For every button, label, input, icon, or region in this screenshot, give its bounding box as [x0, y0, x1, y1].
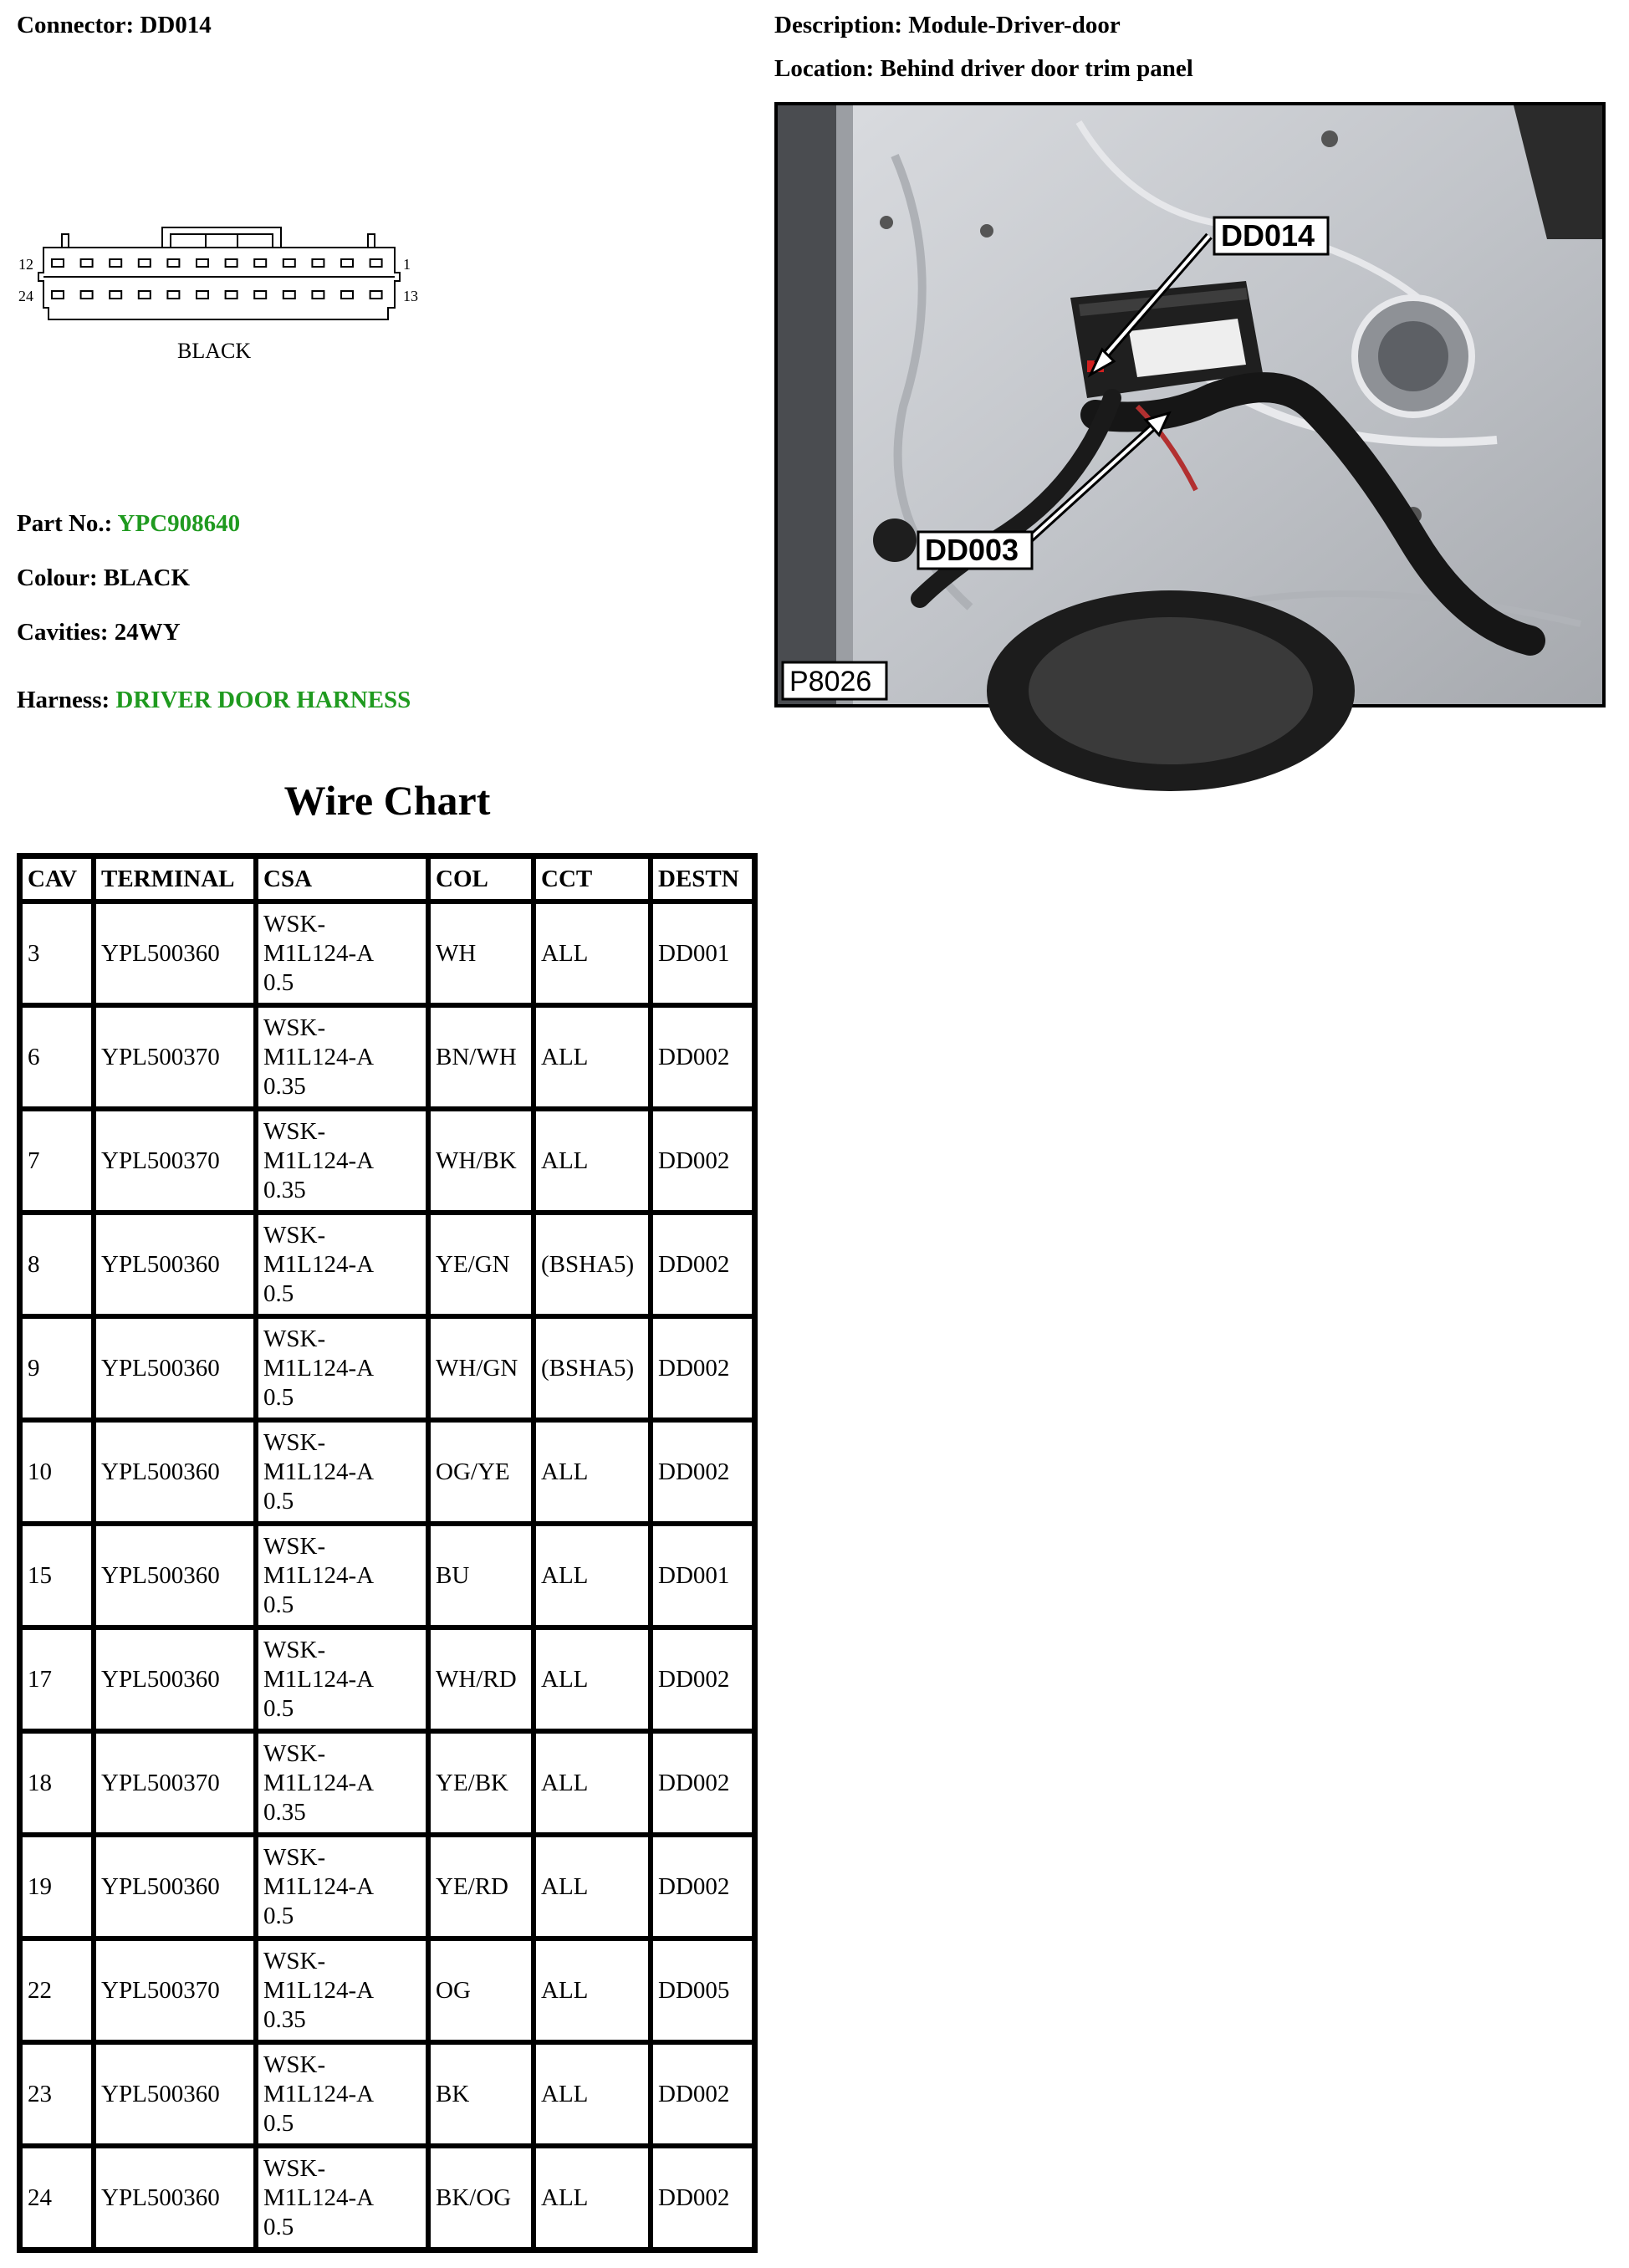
cell-destn: DD002: [651, 1627, 754, 1731]
cell-terminal: YPL500360: [94, 2146, 256, 2250]
cell-cct: ALL: [534, 1420, 651, 1524]
pin-cavity: [81, 259, 93, 267]
cell-cav: 8: [20, 1213, 94, 1316]
csa-line: WSK-: [263, 1843, 326, 1871]
cell-cct: ALL: [534, 1005, 651, 1109]
cell-terminal: YPL500360: [94, 1420, 256, 1524]
cell-cav: 15: [20, 1524, 94, 1627]
cell-col: YE/BK: [428, 1731, 534, 1835]
pin-cavity: [139, 291, 151, 299]
wire-chart-body: [20, 902, 754, 2250]
csa-line: M1L124-A: [263, 1561, 375, 1589]
cell-cct: ALL: [534, 1627, 651, 1731]
csa-line: 0.5: [263, 1383, 294, 1411]
cell-col: YE/GN: [428, 1213, 534, 1316]
csa-line: M1L124-A: [263, 1043, 375, 1070]
connector-line: [17, 12, 212, 39]
photo-reference: P8026: [789, 666, 872, 697]
csa-line: WSK-: [263, 1325, 326, 1352]
csa-line: 0.35: [263, 2005, 306, 2033]
location-photo: [774, 102, 1606, 707]
cell-csa: [256, 1420, 428, 1524]
cell-csa: [256, 1835, 428, 1939]
pin-cavity: [197, 291, 208, 299]
connector-colour-label: BLACK: [177, 339, 252, 363]
cell-cav: 7: [20, 1109, 94, 1213]
door-panel-illustration: [778, 105, 1602, 704]
harness-link[interactable]: DRIVER DOOR HARNESS: [115, 687, 411, 713]
cell-destn: DD002: [651, 1316, 754, 1420]
col-header-csa: CSA: [256, 856, 428, 902]
cell-destn: DD002: [651, 1213, 754, 1316]
cell-cav: 23: [20, 2042, 94, 2146]
harness-line: [17, 687, 411, 714]
cell-terminal: YPL500360: [94, 1627, 256, 1731]
csa-line: 0.5: [263, 1280, 294, 1307]
pin-cavity: [341, 291, 353, 299]
pin-label-12: 12: [18, 256, 33, 273]
cell-terminal: YPL500360: [94, 1524, 256, 1627]
cell-csa: [256, 2042, 428, 2146]
connector-label: Connector:: [17, 12, 135, 38]
col-header-terminal: TERMINAL: [94, 856, 256, 902]
csa-line: WSK-: [263, 1739, 326, 1767]
pin-cavity: [226, 259, 237, 267]
pin-cavity: [52, 291, 64, 299]
harness-label: Harness:: [17, 687, 110, 713]
cell-destn: DD001: [651, 902, 754, 1005]
description-value: Module-Driver-door: [908, 12, 1121, 38]
cell-cav: 19: [20, 1835, 94, 1939]
cell-cav: 18: [20, 1731, 94, 1835]
cell-cct: ALL: [534, 902, 651, 1005]
pin-cavity: [197, 259, 208, 267]
cell-terminal: YPL500360: [94, 2042, 256, 2146]
pin-label-24: 24: [18, 288, 33, 304]
cell-cav: 3: [20, 902, 94, 1005]
cell-cct: (BSHA5): [534, 1316, 651, 1420]
cell-col: BK: [428, 2042, 534, 2146]
cell-col: YE/RD: [428, 1835, 534, 1939]
cell-cav: 24: [20, 2146, 94, 2250]
connector-face-diagram: [18, 216, 442, 383]
csa-line: M1L124-A: [263, 939, 375, 967]
colour-line: [17, 564, 190, 592]
cell-csa: [256, 1005, 428, 1109]
pin-cavity: [370, 259, 382, 267]
pin-cavity: [312, 259, 324, 267]
csa-line: WSK-: [263, 1636, 326, 1663]
pin-cavity: [110, 259, 121, 267]
col-header-cct: CCT: [534, 856, 651, 902]
csa-line: 0.5: [263, 1487, 294, 1515]
wire-chart-row: [20, 1316, 754, 1420]
csa-line: M1L124-A: [263, 2184, 375, 2211]
csa-line: 0.5: [263, 2109, 294, 2137]
colour-label: Colour:: [17, 564, 98, 591]
location-line: [774, 55, 1193, 83]
cell-terminal: YPL500360: [94, 902, 256, 1005]
csa-line: M1L124-A: [263, 1872, 375, 1900]
location-label: Location:: [774, 55, 875, 82]
wire-chart-row: [20, 1213, 754, 1316]
csa-line: 0.5: [263, 1694, 294, 1722]
cell-col: OG: [428, 1939, 534, 2042]
cavities-value: 24WY: [114, 619, 181, 646]
cavities-line: [17, 619, 181, 646]
cell-terminal: YPL500360: [94, 1213, 256, 1316]
pin-cavity: [110, 291, 121, 299]
description-line: [774, 12, 1121, 39]
pin-cavity: [341, 259, 353, 267]
csa-line: WSK-: [263, 2051, 326, 2078]
cell-col: OG/YE: [428, 1420, 534, 1524]
wire-chart-header-row: [20, 856, 754, 902]
cell-destn: DD002: [651, 1731, 754, 1835]
csa-line: WSK-: [263, 1117, 326, 1145]
pin-cavity: [81, 291, 93, 299]
cell-col: BU: [428, 1524, 534, 1627]
csa-line: WSK-: [263, 1428, 326, 1456]
pin-label-1: 1: [403, 256, 411, 273]
cell-csa: [256, 1213, 428, 1316]
csa-line: 0.5: [263, 2213, 294, 2240]
csa-line: 0.35: [263, 1798, 306, 1826]
location-value: Behind driver door trim panel: [880, 55, 1193, 82]
cell-terminal: YPL500360: [94, 1835, 256, 1939]
colour-value: BLACK: [103, 564, 191, 591]
csa-line: 0.5: [263, 968, 294, 996]
cell-destn: DD005: [651, 1939, 754, 2042]
wire-chart-table: [17, 853, 758, 2253]
part-number-label: Part No.:: [17, 510, 113, 537]
col-header-cav: CAV: [20, 856, 94, 902]
cell-csa: [256, 1939, 428, 2042]
cell-cav: 6: [20, 1005, 94, 1109]
cell-terminal: YPL500370: [94, 1731, 256, 1835]
csa-line: M1L124-A: [263, 1665, 375, 1693]
cell-col: BK/OG: [428, 2146, 534, 2250]
csa-line: 0.35: [263, 1072, 306, 1100]
pin-label-13: 13: [403, 288, 418, 304]
csa-line: WSK-: [263, 910, 326, 937]
cell-cct: ALL: [534, 1939, 651, 2042]
cell-csa: [256, 902, 428, 1005]
csa-line: 0.5: [263, 1902, 294, 1929]
pin-cavity: [312, 291, 324, 299]
cell-col: WH/BK: [428, 1109, 534, 1213]
cell-cct: (BSHA5): [534, 1213, 651, 1316]
cell-destn: DD002: [651, 1005, 754, 1109]
csa-line: WSK-: [263, 2154, 326, 2182]
cell-cav: 22: [20, 1939, 94, 2042]
wire-chart-row: [20, 1731, 754, 1835]
cell-cav: 9: [20, 1316, 94, 1420]
cell-csa: [256, 1627, 428, 1731]
cell-col: WH/GN: [428, 1316, 534, 1420]
wire-chart-row: [20, 1835, 754, 1939]
wire-chart-title: Wire Chart: [283, 777, 491, 824]
cell-cct: ALL: [534, 1731, 651, 1835]
cell-csa: [256, 1109, 428, 1213]
part-number-link[interactable]: YPC908640: [117, 510, 241, 537]
cell-destn: DD001: [651, 1524, 754, 1627]
cell-destn: DD002: [651, 2042, 754, 2146]
pin-cavity: [52, 259, 64, 267]
wire-chart-row: [20, 1420, 754, 1524]
cavities-label: Cavities:: [17, 619, 109, 646]
callout-dd014: DD014: [1221, 218, 1315, 253]
wire-chart-row: [20, 1005, 754, 1109]
cell-terminal: YPL500360: [94, 1316, 256, 1420]
pin-cavity: [167, 291, 179, 299]
wire-chart-row: [20, 1524, 754, 1627]
cell-terminal: YPL500370: [94, 1939, 256, 2042]
pin-cavity: [254, 259, 266, 267]
wire-chart-row: [20, 1109, 754, 1213]
description-label: Description:: [774, 12, 903, 38]
wire-chart-row: [20, 2042, 754, 2146]
csa-line: M1L124-A: [263, 2080, 375, 2107]
col-header-col: COL: [428, 856, 534, 902]
csa-line: M1L124-A: [263, 1147, 375, 1174]
pin-cavity: [283, 291, 295, 299]
csa-line: 0.35: [263, 1176, 306, 1203]
wire-chart-row: [20, 1627, 754, 1731]
cell-cct: ALL: [534, 1835, 651, 1939]
cell-csa: [256, 2146, 428, 2250]
csa-line: M1L124-A: [263, 1458, 375, 1485]
cell-cav: 10: [20, 1420, 94, 1524]
cell-destn: DD002: [651, 1835, 754, 1939]
cell-terminal: YPL500370: [94, 1005, 256, 1109]
csa-line: WSK-: [263, 1947, 326, 1974]
cell-csa: [256, 1316, 428, 1420]
pin-cavity: [139, 259, 151, 267]
csa-line: WSK-: [263, 1014, 326, 1041]
cell-cct: ALL: [534, 2042, 651, 2146]
csa-line: M1L124-A: [263, 1250, 375, 1278]
cell-terminal: YPL500370: [94, 1109, 256, 1213]
cell-csa: [256, 1524, 428, 1627]
csa-line: 0.5: [263, 1591, 294, 1618]
col-header-destn: DESTN: [651, 856, 754, 902]
pin-cavity: [283, 259, 295, 267]
wire-chart-row: [20, 1939, 754, 2042]
csa-line: M1L124-A: [263, 1976, 375, 2004]
cell-destn: DD002: [651, 1109, 754, 1213]
wire-chart-row: [20, 2146, 754, 2250]
part-number-line: [17, 510, 240, 538]
csa-line: WSK-: [263, 1221, 326, 1249]
csa-line: WSK-: [263, 1532, 326, 1560]
cell-col: WH/RD: [428, 1627, 534, 1731]
csa-line: M1L124-A: [263, 1769, 375, 1796]
cell-cav: 17: [20, 1627, 94, 1731]
wire-chart-row: [20, 902, 754, 1005]
cell-cct: ALL: [534, 1109, 651, 1213]
cell-cct: ALL: [534, 2146, 651, 2250]
cell-cct: ALL: [534, 1524, 651, 1627]
connector-value: DD014: [140, 12, 212, 38]
cell-col: BN/WH: [428, 1005, 534, 1109]
cell-destn: DD002: [651, 1420, 754, 1524]
callout-dd003: DD003: [925, 533, 1019, 567]
pin-cavity: [254, 291, 266, 299]
csa-line: M1L124-A: [263, 1354, 375, 1382]
cell-destn: DD002: [651, 2146, 754, 2250]
pin-cavity: [370, 291, 382, 299]
cell-csa: [256, 1731, 428, 1835]
cell-col: WH: [428, 902, 534, 1005]
pin-cavity: [167, 259, 179, 267]
pin-grid: [52, 259, 382, 299]
pin-cavity: [226, 291, 237, 299]
